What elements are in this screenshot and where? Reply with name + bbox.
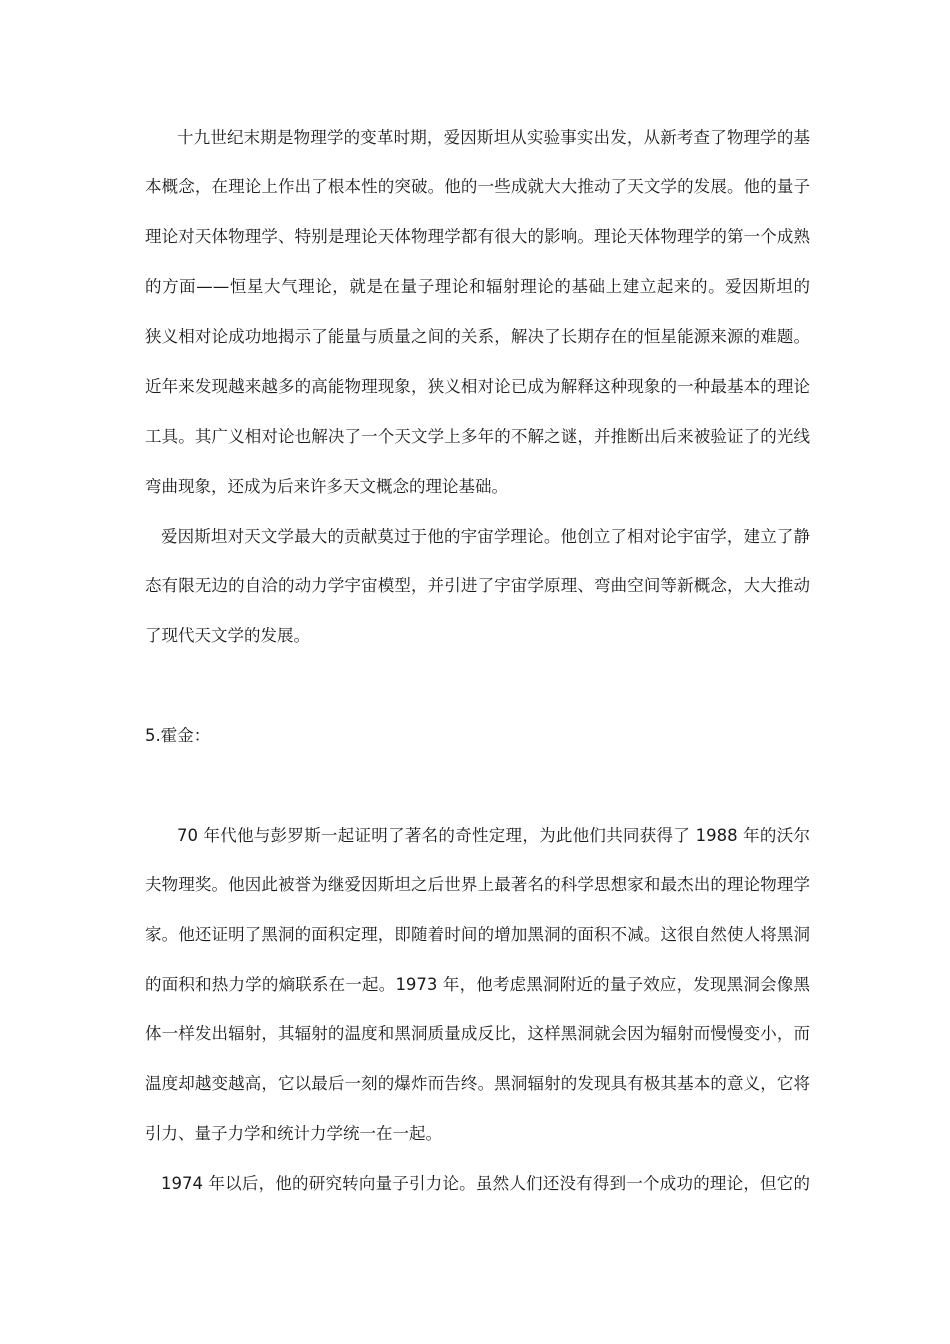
paragraph-2-line-3: 了现代天文学的发展。 [145,626,310,645]
paragraph-3-line-1: 70 年代他与彭罗斯一起证明了著名的奇性定理，为此他们共同获得了 1988 年的沃尔 [177,826,810,845]
paragraph-3-line-3: 家。他还证明了黑洞的面积定理，即随着时间的增加黑洞的面积不减。这很自然使人将黑洞 [145,925,810,944]
paragraph-3-line-7: 引力、量子力学和统计力学统一在一起。 [145,1124,442,1143]
paragraph-1-line-1: 十九世纪末期是物理学的变革时期，爱因斯坦从实验事实出发，从新考查了物理学的基 [177,128,810,147]
paragraph-2-line-2: 态有限无边的自洽的动力学宇宙模型，并引进了宇宙学原理、弯曲空间等新概念，大大推动 [145,576,810,595]
paragraph-3-line-5: 体一样发出辐射，其辐射的温度和黑洞质量成反比，这样黑洞就会因为辐射而慢慢变小，而 [145,1024,810,1043]
paragraph-3-line-2: 夫物理奖。他因此被誉为继爱因斯坦之后世界上最著名的科学思想家和最杰出的理论物理学 [145,875,810,894]
paragraph-3-line-6: 温度却越变越高，它以最后一刻的爆炸而告终。黑洞辐射的发现具有极其基本的意义，它将 [145,1074,810,1093]
paragraph-4-line-1: 1974 年以后，他的研究转向量子引力论。虽然人们还没有得到一个成功的理论，但它的 [161,1174,810,1193]
paragraph-1-line-3: 理论对天体物理学、特别是理论天体物理学都有很大的影响。理论天体物理学的第一个成熟 [145,227,810,246]
paragraph-2-line-1: 爱因斯坦对天文学最大的贡献莫过于他的宇宙学理论。他创立了相对论宇宙学，建立了静 [161,527,810,546]
paragraph-1-line-4: 的方面——恒星大气理论，就是在量子理论和辐射理论的基础上建立起来的。爱因斯坦的 [145,277,810,296]
paragraph-1-line-8: 弯曲现象，还成为后来许多天文概念的理论基础。 [145,477,508,496]
paragraph-1-line-2: 本概念，在理论上作出了根本性的突破。他的一些成就大大推动了天文学的发展。他的量子 [145,177,810,196]
section-heading: 5.霍金： [145,726,211,745]
paragraph-3-line-4: 的面积和热力学的熵联系在一起。1973 年，他考虑黑洞附近的量子效应，发现黑洞会像黑 [145,975,810,994]
paragraph-1-line-5: 狭义相对论成功地揭示了能量与质量之间的关系，解决了长期存在的恒星能源来源的难题。 [145,327,810,346]
paragraph-1-line-6: 近年来发现越来越多的高能物理现象，狭义相对论已成为解释这种现象的一种最基本的理论 [145,377,810,396]
paragraph-1-line-7: 工具。其广义相对论也解决了一个天文学上多年的不解之谜，并推断出后来被验证了的光线 [145,427,810,446]
